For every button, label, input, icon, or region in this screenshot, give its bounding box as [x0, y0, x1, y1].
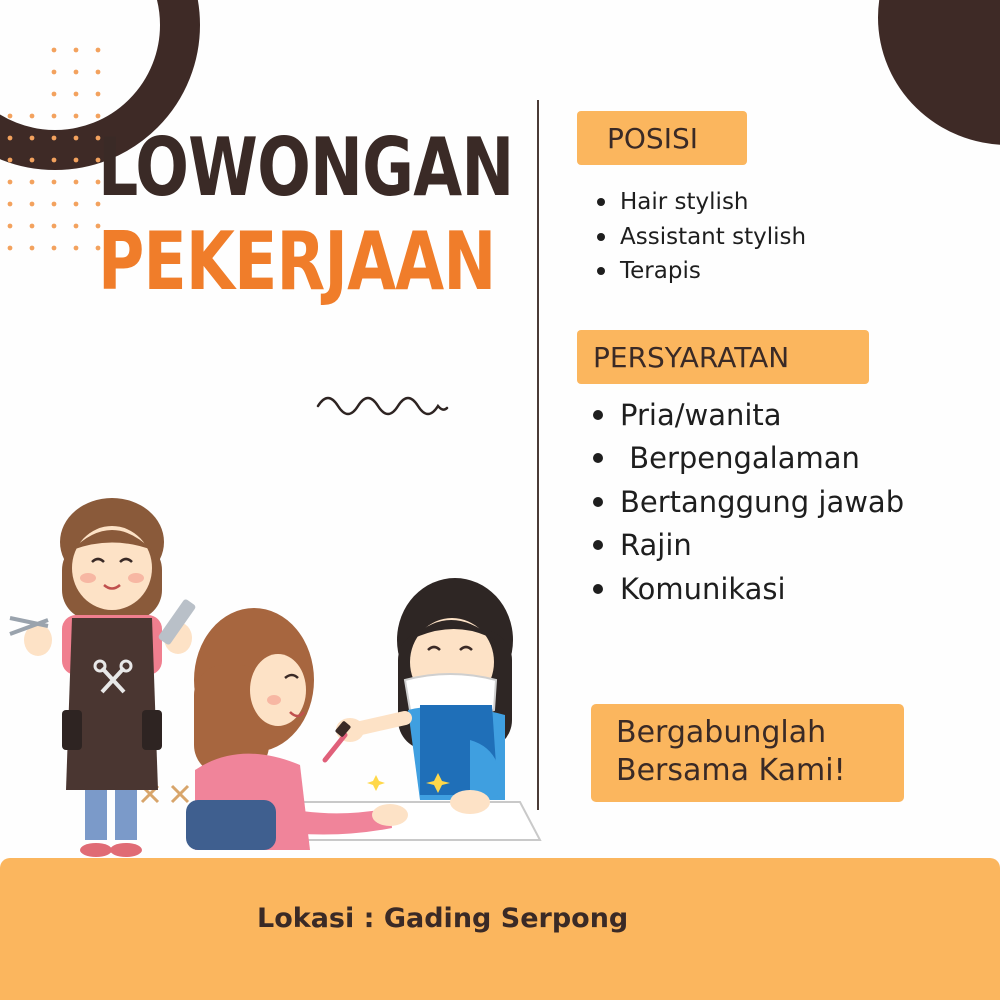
list-item [593, 393, 904, 437]
decor-dot [8, 246, 13, 251]
list-item [597, 254, 806, 289]
corner-circle-decoration [878, 0, 1000, 145]
salon-staff-illustration [0, 490, 560, 860]
bullet-icon [593, 497, 603, 507]
decor-dot [8, 202, 13, 207]
decor-dot [52, 48, 57, 53]
decor-dot [52, 180, 57, 185]
cta-line-1: Bergabunglah [616, 715, 827, 750]
list-item-text: Assistant stylish [620, 223, 807, 250]
decor-dot [30, 136, 35, 141]
decor-dot [96, 114, 101, 119]
list-item-text: Hair stylish [620, 189, 749, 216]
join-us-box [591, 704, 904, 802]
decor-dot [52, 246, 57, 251]
decor-dot [96, 70, 101, 75]
decor-dot [8, 224, 13, 229]
decor-dot [30, 246, 35, 251]
decor-dot [74, 114, 79, 119]
decor-dot [8, 114, 13, 119]
title-line-2: PEKERJAAN [98, 215, 496, 308]
decor-dot [52, 114, 57, 119]
decor-dot [52, 224, 57, 229]
bullet-icon [593, 453, 603, 463]
list-item [593, 437, 904, 481]
list-item-text: Terapis [620, 258, 701, 285]
list-item [593, 567, 904, 611]
decor-dot [52, 92, 57, 97]
decor-dot [8, 136, 13, 141]
decor-dot [74, 92, 79, 97]
list-item-text: Pria/wanita [620, 397, 782, 432]
list-item-text: Rajin [620, 528, 692, 563]
decor-dot [74, 48, 79, 53]
decor-dot [8, 180, 13, 185]
decor-dot [74, 224, 79, 229]
list-item [593, 524, 904, 568]
bullet-icon [597, 198, 605, 206]
decor-dot [74, 246, 79, 251]
decor-dot [74, 158, 79, 163]
persyaratan-label-text: PERSYARATAN [593, 340, 790, 374]
decor-dot [74, 202, 79, 207]
decor-dot [8, 158, 13, 163]
decor-dot [96, 48, 101, 53]
decor-dot [96, 92, 101, 97]
decor-dot [52, 70, 57, 75]
bullet-icon [597, 267, 605, 275]
bullet-icon [597, 233, 605, 241]
posisi-label [577, 111, 747, 165]
title-line-1: LOWONGAN [98, 121, 514, 214]
decor-dot [52, 158, 57, 163]
list-item-text: Komunikasi [620, 571, 786, 606]
decor-dot [30, 180, 35, 185]
bullet-icon [593, 584, 603, 594]
decor-dot [74, 180, 79, 185]
decor-dot [74, 136, 79, 141]
decor-dot [30, 158, 35, 163]
decor-dot [30, 224, 35, 229]
decor-dot [30, 202, 35, 207]
bullet-icon [593, 410, 603, 420]
list-item-text: Berpengalaman [620, 441, 860, 476]
cta-line-2: Bersama Kami! [616, 753, 846, 788]
decor-dot [52, 202, 57, 207]
list-item [597, 220, 806, 255]
persyaratan-list [593, 393, 904, 611]
posisi-list [597, 185, 806, 289]
persyaratan-label [577, 330, 869, 384]
list-item-text: Bertanggung jawab [620, 484, 905, 519]
decor-dot [30, 114, 35, 119]
location-text: Lokasi : Gading Serpong [257, 903, 629, 934]
posisi-label-text: POSISI [607, 121, 698, 155]
decor-dot [74, 70, 79, 75]
decor-dot [52, 136, 57, 141]
bullet-icon [593, 540, 603, 550]
list-item [597, 185, 806, 220]
list-item [593, 480, 904, 524]
wave-decoration [315, 388, 450, 418]
